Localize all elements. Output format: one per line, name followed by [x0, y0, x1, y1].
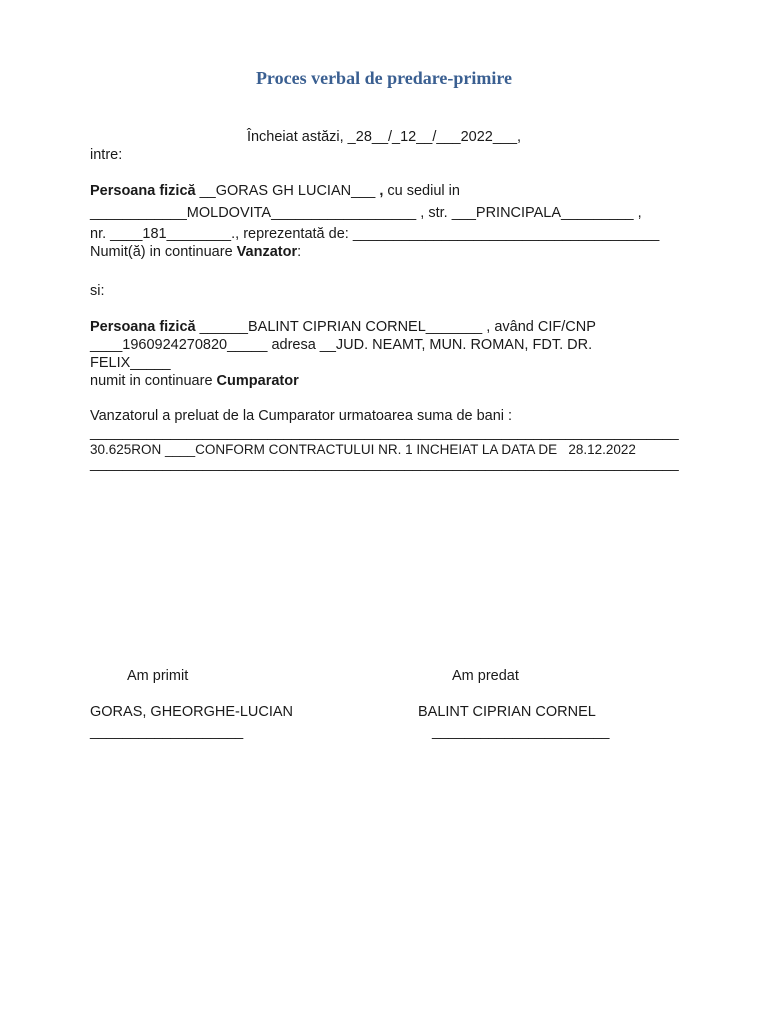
seller-sediu: cu sediul in	[383, 183, 460, 199]
buyer-role: Cumparator	[216, 373, 299, 389]
date-line: Încheiat astăzi, _28__/_12__/___2022___,	[246, 129, 522, 145]
seller-line-2: ____________MOLDOVITA__________________ , str. ___PRINCIPALA_________ ,	[90, 205, 642, 221]
buyer-line-4	[90, 372, 299, 390]
signature-right-name: BALINT CIPRIAN CORNEL	[418, 704, 596, 720]
seller-role-suffix: :	[297, 244, 302, 260]
buyer-role-prefix: numit in continuare	[90, 373, 217, 389]
sum-intro: Vanzatorul a preluat de la Cumparator urmatoarea suma de bani :	[90, 408, 513, 424]
buyer-line-1	[90, 318, 596, 336]
seller-line-1	[90, 182, 460, 200]
seller-comma: ,	[379, 183, 384, 199]
signature-left-line: ___________________	[90, 724, 244, 740]
signature-right-line: ______________________	[432, 724, 610, 740]
buyer-line-2: ____1960924270820_____ adresa __JUD. NEAMT, MUN. ROMAN, FDT. DR.	[90, 337, 593, 353]
seller-role: Vanzator	[236, 244, 298, 260]
seller-line-4	[90, 243, 301, 261]
intre-label: intre:	[90, 147, 123, 163]
si-label: si:	[90, 283, 105, 299]
signature-right-heading: Am predat	[452, 668, 519, 684]
buyer-name: ______BALINT CIPRIAN CORNEL_______ , având CIF/CNP	[195, 319, 596, 335]
seller-line-3: nr. ____181________., reprezentată de: ______________________________________	[90, 226, 660, 242]
seller-name: __GORAS GH LUCIAN___	[195, 183, 380, 199]
buyer-label: Persoana fizică	[90, 319, 196, 335]
buyer-line-3: FELIX_____	[90, 355, 171, 371]
signature-left-name: GORAS, GHEORGHE-LUCIAN	[90, 704, 294, 720]
document-title: Proces verbal de predare-primire	[255, 68, 513, 88]
sum-line-2: 30.625RON ____CONFORM CONTRACTULUI NR. 1 INCHEIAT LA DATA DE 28.12.2022	[90, 442, 636, 457]
signature-left-heading: Am primit	[127, 668, 189, 684]
sum-line-3: _________________________________________________________________________	[90, 456, 679, 472]
sum-line-1: _________________________________________________________________________	[90, 425, 679, 441]
seller-label: Persoana fizică	[90, 183, 196, 199]
seller-role-prefix: Numit(ă) in continuare	[90, 244, 237, 260]
